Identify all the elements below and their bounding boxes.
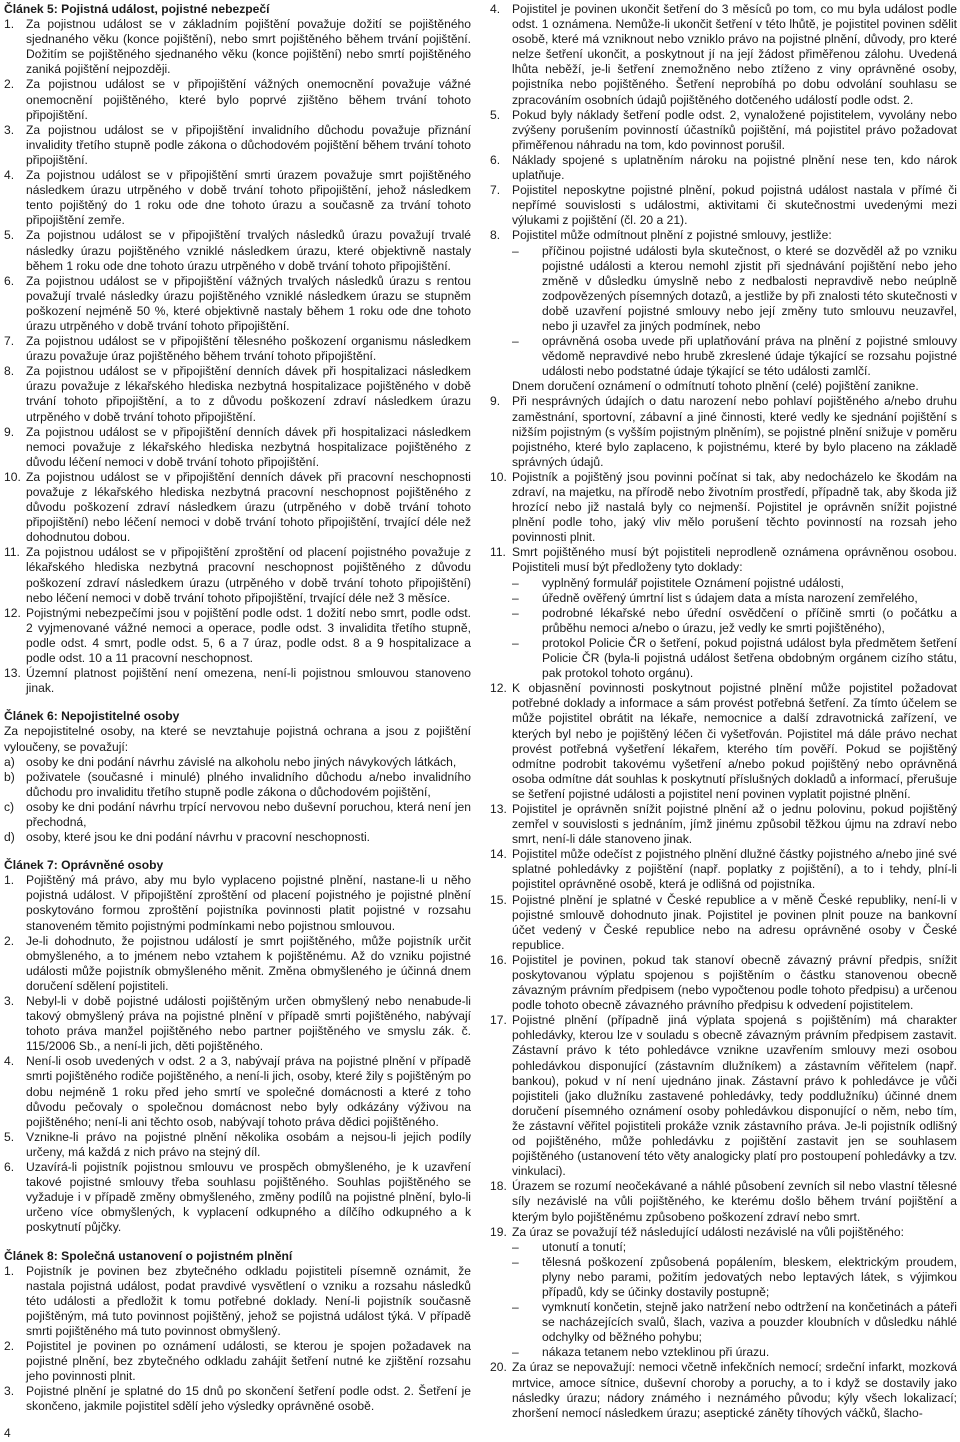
item-number: 1. [4, 17, 15, 32]
item-number: 1. [4, 873, 15, 888]
item-number: 11. [490, 545, 506, 560]
item-text: Pojistné plnění (případně jiná výplata spojená s pojištěním) má charakter pohledávky, kterou lze v souladu s obecně závazným právním předpisem zastavit. Zástavní právo k této pohledávce vznikne uzavřením smlouvy mezi osobou pohledávkou disponující (zástavním dlužníkem) a zástavním věřitelem (např. bankou), pokud v ní není ujednáno jinak. Zástavní právo k pohledávce je vůči pojistiteli (jako dlužníku zastavené pohledávky, tedy poddlužníku) účinné dnem doručení písemného oznámení osoby pohledávkou disponující o něm, nebo tím, že zástavní věřitel pojistiteli prokáže vznik zástavního práva. Je-li pojistník odlišný od pojištěného, může pohledávku z pojištění zastavit jen se souhlasem pojištěného (ustanovení této věty analogicky platí pro postoupení pohledávky a tzv. vinkulaci). [512, 1013, 957, 1179]
dash-item [512, 1345, 957, 1360]
dash-text: příčinou pojistné události byla skutečnost, o které se dozvěděl až po vzniku pojistné události a kterou nemohl zjistit při sjednávání pojištění nebo jeho změně v důsledku úmyslně nebo z nedbalosti nepravdivě nebo neúplně zodpovězených písemných dotazů, a jestliže by při znalosti této skutečnosti v době uzavření pojistné smlouvy nebo její změny tuto smlouvu neuzavřel, nebo ji uzavřel za jiných podmínek, nebo [542, 243, 957, 333]
item-number: 9. [4, 424, 15, 439]
paragraph-item [4, 364, 471, 424]
item-number: 7. [4, 334, 15, 349]
item-number: 6. [490, 152, 501, 167]
item-text: Za pojistnou událost se v připojištění smrti úrazem považuje smrt pojištěného následkem úrazu utrpěného v době trvání tohoto připojištění, jehož následkem tento pojištěný do 1 roku ode dne tohoto úrazu a současně za trvání tohoto připojištění zemře. [26, 168, 471, 228]
dash-marker: – [512, 243, 519, 258]
letter-item [4, 755, 471, 770]
paragraph-item [490, 1013, 957, 1179]
dash-item [512, 334, 957, 379]
item-text: Za pojistnou událost se v připojištění denních dávek při pracovní neschopnosti považuje z lékařského hlediska nezbytná pracovní neschopnost pojištěného z důvodu poškození zdraví následkem úrazu (utrpěného v době trvání tohoto připojištění) nebo léčení nemoci v době trvání tohoto připojištění, trvající déle než dohodnutou dobou. [26, 469, 471, 545]
paragraph-item [490, 893, 957, 953]
item-number: 19. [490, 1224, 507, 1239]
paragraph-item [490, 1179, 957, 1224]
item-text: Pojistné plnění je splatné v České republice a v měně České republiky, není-li v pojistné smlouvě dohodnuto jinak. Pojistitel je povinen plnit pouze na bankovní účet vedený v České republice nebo na adresu oprávněné osoby v České republice. [512, 892, 957, 952]
item-text: Je-li dohodnuto, že pojistnou událostí je smrt pojištěného, může pojistník určit obmyšleného, a to jménem nebo vztahem k pojištěnému. Až do vzniku pojistné události může pojistník obmyšleného měnit. Změna obmyšleného je účinná dnem doručení sdělení pojistiteli. [26, 933, 471, 993]
dash-item [512, 1240, 957, 1255]
paragraph-item [490, 1225, 957, 1240]
item-number: 17. [490, 1013, 507, 1028]
right-column [490, 2, 957, 1421]
item-text: Za pojistnou událost se v připojištění invalidního důchodu považuje přiznání invalidity třetího stupně podle zákona o důchodovém pojištění během trvání tohoto připojištění. [26, 122, 471, 167]
item-text: Při nesprávných údajích o datu narození nebo pohlaví pojištěného a/nebo druhu zaměstnání, sportovní, zábavní a jiné činnosti, které vedly ke sjednání pojištění s nižším pojistným (s vyšším pojistným plněním), se pojistné plnění snižuje v poměru pojistného, které bylo zaplaceno, k pojistnému, které by bylo placeno na základě správných údajů. [512, 394, 957, 469]
paragraph-item [4, 77, 471, 122]
item-text: Za pojistnou událost se v připojištění tělesného poškození organismu následkem úrazu považuje úraz pojištěného během trvání tohoto připojištění. [26, 334, 471, 364]
paragraph-item [490, 183, 957, 228]
item-text: Pojistnými nebezpečími jsou v pojištění podle odst. 1 dožití nebo smrt, podle odst. 2 vyjmenované vážné nemoci a operace, podle odst. 3 invalidita třetího stupně, podle odst. 4 smrt, podle odst. 5, 6 a 7 úraz, podle odst. 8 a 9 hospitalizace a podle odst. 10 a 11 pracovní neschopnost. [26, 605, 471, 666]
item-text: Úrazem se rozumí neočekávané a náhlé působení zevních sil nebo vlastní tělesné síly nezávislé na vůli pojištěného, ke kterému došlo během trvání pojištění a kterým bylo pojištěnému způsobeno poškození zdraví nebo smrt. [512, 1179, 957, 1224]
item-number: 3. [4, 994, 15, 1008]
paragraph-item [4, 334, 471, 364]
item-number: 12. [490, 681, 507, 696]
item-text: Pojistník je povinen bez zbytečného odkladu pojistiteli písemně oznámit, že nastala pojistná událost, podat pravdivé vysvětlení o vzniku a rozsahu následků této události a předložit k tomu potřebné doklady. Není-li pojistník současně pojištěným, má tuto povinnost pojištěný, jehož se pojistná událost týká. V případě smrti pojištěného má tuto povinnost obmyšlený. [26, 1263, 471, 1338]
item-text: Pojistitel je oprávněn snížit pojistné plnění až o jednu polovinu, pokud pojištěný zemřel v souvislosti s jednáním, jímž jinému způsobil těžkou újmu na zdraví nebo smrt, není-li dále stanoveno jinak. [512, 801, 957, 847]
dash-marker: – [512, 605, 519, 620]
dash-text: vyplněný formulář pojistitele Oznámení pojistné události, [542, 575, 844, 590]
paragraph-item [490, 153, 957, 183]
paragraph-item [4, 1339, 471, 1384]
item-text: Uzavírá-li pojistník pojistnou smlouvu ve prospěch obmyšleného, je k uzavření takové pojistné smlouvy třeba souhlasu pojištěného. Souhlas pojištěného se vyžaduje i v případě změny obmyšleného, změny podílů na pojistné plnění, bylo-li určeno více obmyšlených, k vyplacení odkupného a dílčího odkupného a k poskytnutí půjčky. [26, 1160, 471, 1235]
paragraph-item [4, 934, 471, 994]
dash-text: vymknutí končetin, stejně jako natržení nebo odtržení na končetinách a páteři se nacházejících svalů, šlach, vaziva a pouzder kloubních v důsledku náhlé odchylky od běžného pohybu; [542, 1300, 957, 1345]
item-number: 2. [4, 1339, 15, 1354]
article-heading: Článek 6: Nepojistitelné osoby [4, 709, 180, 724]
dash-marker: – [512, 575, 519, 590]
article-heading: Článek 7: Oprávněné osoby [4, 858, 164, 873]
paragraph-item [490, 953, 957, 1013]
item-number: 3. [4, 122, 15, 137]
item-number: 14. [490, 847, 507, 862]
dash-text: tělesná poškození způsobená popálením, bleskem, elektrickým proudem, plyny nebo parami, požitím jedovatých nebo leptavých látek, s výjimkou případů, kdy se účinky dostavily postupně; [542, 1254, 957, 1299]
paragraph-item [4, 994, 471, 1054]
dash-item [512, 1255, 957, 1300]
item-text: Za úraz se považují též následující události nezávislé na vůli pojištěného: [512, 1224, 904, 1239]
dash-item [512, 244, 957, 335]
item-number: 13. [4, 666, 21, 681]
letter-item [4, 830, 471, 845]
item-text: Pojistitel může odmítnout plnění z pojistné smlouvy, jestliže: [512, 228, 832, 243]
item-number: d) [4, 830, 15, 845]
item-text: Za pojistnou událost se v připojištění denních dávek při hospitalizaci následkem nemoci považuje z lékařského hlediska nezbytná hospitalizace pojištěného z důvodu léčení nemoci v době trvání tohoto připojištění. [26, 424, 471, 469]
item-number: b) [4, 769, 15, 784]
item-text: Pojistník a pojištěný jsou povinni počínat si tak, aby nedocházelo ke škodám na zdraví, na majetku, na přírodě nebo životním prostředí, případně tak, aby škoda již hrozící nebo již nastalá byly co nejmenší. Pojistitel je oprávněn snížit pojistné plnění podle toho, jaký vliv mělo porušení těchto povinností na rozsah jeho povinnosti plnit. [512, 469, 957, 545]
item-number: 6. [4, 273, 15, 288]
paragraph-item [4, 545, 471, 605]
item-number: c) [4, 799, 15, 814]
paragraph-item [4, 1130, 471, 1160]
paragraph-item [490, 1360, 957, 1420]
dash-text: oprávněná osoba uvede při uplatňování práva na plnění z pojistné smlouvy vědomě nepravdivé nebo hrubě zkreslené údaje týkající se rozsahu pojistné události nebo podstatné údaje týkající se této události zamlčí. [542, 334, 957, 379]
item-text: Za pojistnou událost se v připojištění zproštění od placení pojistného považuje z lékařského hlediska nezbytná pracovní neschopnost pojištěného z důvodu poškození zdraví následkem úrazu (utrpěného v době trvání tohoto připojištění) nebo léčení nemoci v době trvání tohoto připojištění, trvající déle než 3 měsíce. [26, 545, 471, 605]
item-number: 16. [490, 952, 507, 967]
page-number: 4 [4, 1426, 11, 1440]
item-number: 10. [4, 469, 21, 484]
item-number: 20. [490, 1360, 507, 1375]
dash-marker: – [512, 1300, 519, 1315]
dash-item [512, 1300, 957, 1345]
dash-item [512, 591, 957, 606]
paragraph-item [4, 1384, 471, 1414]
item-text: Pojistitel může odečíst z pojistného plnění dlužné částky pojistného a/nebo jiné své splatné pohledávky z pojištění (např. poplatky z pojištění), a to i tehdy, plní-li pojistitel oprávněné osobě, která je odlišná od pojistníka. [512, 847, 957, 892]
item-number: 11. [4, 545, 20, 560]
paragraph-item [4, 168, 471, 228]
item-text: poživatele (současné i minulé) plného invalidního důchodu a/nebo invalidního důchodu pro invaliditu třetího stupně podle zákona o důchodovém pojištění, [26, 769, 471, 799]
item-number: 8. [490, 228, 501, 243]
item-text: Smrt pojištěného musí být pojistiteli neprodleně oznámena oprávněnou osobou. Pojistiteli musí být předloženy tyto doklady: [512, 545, 957, 575]
item-text: Pojistitel neposkytne pojistné plnění, pokud pojistná událost nastala v přímé či nepřímé souvislosti s událostmi, aktivitami či skutečnostmi uvedenými mezi výlukami z pojištění (čl. 20 a 21). [512, 183, 957, 228]
paragraph-item [4, 606, 471, 666]
item-number: 4. [4, 1054, 15, 1069]
item-text: Vznikne-li právo na pojistné plnění několika osobám a nejsou-li jejich podíly určeny, má každá z nich právo na stejný díl. [26, 1129, 471, 1159]
item-number: 8. [4, 364, 15, 379]
paragraph-item [490, 394, 957, 469]
dash-item [512, 606, 957, 636]
item-number: 18. [490, 1179, 507, 1194]
paragraph-item [490, 228, 957, 243]
paragraph-item [4, 228, 471, 273]
paragraph-item [4, 17, 471, 77]
item-number: 6. [4, 1160, 15, 1175]
paragraph-item [490, 681, 957, 802]
item-text: osoby ke dni podání návrhu trpící nervovou nebo duševní poruchou, která není jen přechodná, [26, 799, 471, 829]
item-number: 1. [4, 1263, 15, 1278]
item-number: 9. [490, 394, 501, 409]
item-text: Náklady spojené s uplatněním nároku na pojistné plnění nese ten, kdo nárok uplatňuje. [512, 152, 957, 183]
left-column [4, 2, 471, 1415]
letter-item [4, 800, 471, 830]
item-number: 7. [490, 183, 501, 198]
paragraph-item [490, 470, 957, 545]
item-number: 2. [4, 933, 15, 948]
item-number: 10. [490, 469, 507, 484]
item-number: 2. [4, 77, 15, 92]
item-text: Nebyl-li v době pojistné události pojištěným určen obmyšlený nebo nenabude-li takový obmyšlený práva na pojistné plnění v případě smrti pojištěného, nabývají tohoto práva manžel pojištěného nebo partner pojištěného ve smyslu zák. č. 115/2006 Sb., a není-li jich, děti pojištěného. [26, 994, 471, 1054]
paragraph-item [4, 470, 471, 545]
item-number: 12. [4, 605, 21, 620]
item-text: Pojistitel je povinen ukončit šetření do 3 měsíců po tom, co mu byla událost podle odst. 1 oznámena. Nemůže-li ukončit šetření v této lhůtě, je pojistitel povinen sdělit osobě, které má vzniknout nebo vzniklo právo na pojistné plnění, důvody, pro které nelze šetření ukončit, a poskytnout jí na její žádost přiměřenou zálohu. Uvedená lhůta neběží, je-li šetření znemožněno nebo ztíženo z viny oprávněné osoby, pojistníka nebo pojištěného. Šetření neprobíhá po dobu odvolání souhlasu se zpracováním osobních údajů pojištěného dotčeného událostí podle odst. 2. [512, 2, 957, 107]
item-text: Za úraz se nepovažují: nemoci včetně infekčních nemocí; srdeční infarkt, mozková mrtvice, amoce sítnice, duševní choroby a poruchy, a to i když se dostavily jako následky úrazu; nádory známého i neznámého původu; kýly všech lokalizací; zhoršení nemocí následkem úrazu; aseptické záněty tíhových váčků, šlacho- [512, 1360, 957, 1420]
paragraph-item [4, 425, 471, 470]
paragraph-item [4, 1264, 471, 1339]
item-text: Za pojistnou událost se v připojištění vážných trvalých následků úrazu s rentou považují trvalé následky úrazu pojištěného vzniklé následkem úrazu se stupněm poškození nejméně 50 %, které objektivně nastaly během 1 roku ode dne tohoto úrazu utrpěného v době trvání tohoto připojištění. [26, 273, 471, 333]
continuation-text: Dnem doručení oznámení o odmítnutí tohoto plnění (celé) pojištění zanikne. [512, 379, 919, 394]
paragraph-item [4, 123, 471, 168]
item-text: Pojistné plnění je splatné do 15 dnů po skončení šetření podle odst. 2. Šetření je skončeno, jakmile pojistitel sdělí jeho výsledky oprávněné osobě. [26, 1384, 471, 1414]
item-number: 5. [4, 1129, 15, 1144]
dash-marker: – [512, 1239, 519, 1254]
dash-marker: – [512, 334, 519, 349]
dash-marker: – [512, 590, 519, 605]
dash-text: protokol Policie ČR o šetření, pokud pojistná událost byla předmětem šetření Policie ČR (byla-li pojistná událost šetřena obdobným orgánem cizího státu, pak protokol tohoto orgánu). [542, 635, 957, 681]
article-intro: Za nepojistitelné osoby, na které se nevztahuje pojistná ochrana a jsou z pojištění vyloučeny, se považují: [4, 724, 471, 754]
dash-marker: – [512, 635, 519, 650]
dash-text: utonutí a tonutí; [542, 1239, 627, 1254]
item-text: Není-li osob uvedených v odst. 2 a 3, nabývají práva na pojistné plnění v případě smrti pojištěného rodiče pojištěného, a není-li jich, osoby, které žily s pojištěným po dobu nejméně 1 roku před jeho smrtí ve společné domácnosti a které z toho důvodu pečovaly o společnou domácnost nebo byly odkázány výživou na pojištěného; není-li ani těchto osob, nabývají tohoto práva dědici pojištěného. [26, 1054, 471, 1129]
item-number: a) [4, 754, 15, 769]
item-text: osoby ke dni podání návrhu závislé na alkoholu nebo jiných návykových látkách, [26, 754, 457, 769]
dash-text: podrobné lékařské nebo úřední osvědčení o příčině smrti (o počátku a průběhu nemoci a/nebo o úrazu, jež vedly ke smrti pojištěného), [542, 605, 957, 635]
item-text: K objasnění povinnosti poskytnout pojistné plnění může pojistitel požadovat potřebné doklady a informace a sám provést potřebná šetření. Za tímto účelem se může pojistitel obrátit na lékaře, nemocnice a další zdravotnická zařízení, ve kterých byl nebo je pojištěný léčen či vyšetřován. Pojistitel má dále právo nechat provést potřebná vyšetření lékařem, kterého tím pověří. Pokud se pojištěný odmítne podrobit takovému vyšetření a/nebo pokud pojištěný nebo oprávněná osoba odmítne dát souhlas k poskytnutí příslušných dokladů a informací, přerušuje se šetření pojistné události a pojistitel není povinen vyplatit pojistné plnění. [512, 681, 957, 801]
paragraph-item [4, 1054, 471, 1129]
article-heading: Článek 8: Společná ustanovení o pojistném plnění [4, 1248, 293, 1263]
item-text: Za pojistnou událost se v připojištění trvalých následků úrazu považují trvalé následky úrazu pojištěného vzniklé následkem úrazu, které objektivně nastaly během 1 roku ode dne tohoto úrazu utrpěného v době trvání tohoto připojištění. [26, 228, 471, 273]
item-number: 13. [490, 801, 507, 816]
paragraph-item [490, 847, 957, 892]
paragraph-item [490, 2, 957, 108]
item-text: osoby, které jsou ke dni podání návrhu v pracovní neschopnosti. [26, 830, 370, 845]
dash-marker: – [512, 1345, 519, 1360]
paragraph-item [490, 802, 957, 847]
paragraph-item [490, 545, 957, 575]
item-text: Pokud byly náklady šetření podle odst. 2, vynaložené pojistitelem, vyvolány nebo zvýšeny porušením povinností účastníků pojištění, má pojistitel právo požadovat přiměřenou náhradu na tom, kdo povinnost porušil. [512, 107, 957, 152]
paragraph-item [4, 1160, 471, 1235]
item-text: Za pojistnou událost se v připojištění denních dávek při hospitalizaci následkem úrazu považuje z lékařského hlediska nezbytná hospitalizace pojištěného v době trvání tohoto připojištění, a to z důvodu poškození zdraví následkem úrazu utrpěného v době trvání tohoto připojištění. [26, 364, 471, 424]
item-number: 15. [490, 892, 507, 907]
dash-text: nákaza tetanem nebo vzteklinou při úrazu. [542, 1345, 770, 1360]
dash-item [512, 636, 957, 681]
item-number: 4. [4, 168, 15, 183]
dash-text: úředně ověřený úmrtní list s údajem data a místa narození zemřelého, [542, 590, 918, 605]
paragraph-item [4, 274, 471, 334]
item-text: Pojistitel je povinen, pokud tak stanoví obecně závazný právní předpis, snížit poskytovanou výplatu spojenou s pojištěním o částku stanovenou obecně závazným právním předpisem (nebo vypočtenou podle tohoto předpisu) a určenou podle tohoto obecně závazného právního předpisu k odvedení pojistitelem. [512, 952, 957, 1013]
item-text: Za pojistnou událost se v připojištění vážných onemocnění považuje vážné onemocnění pojištěného, které bylo poprvé zjištěno během trvání tohoto připojištění. [26, 77, 471, 122]
paragraph-item [490, 108, 957, 153]
dash-marker: – [512, 1254, 519, 1269]
item-number: 4. [490, 2, 501, 16]
item-number: 5. [490, 107, 501, 122]
paragraph-item [4, 873, 471, 933]
item-text: Za pojistnou událost se v základním pojištění považuje dožití se pojištěného sjednaného věku (konce pojištění), nebo smrt pojištěného během trvání pojištění. Dožitím se pojištěného sjednaného věku (konce pojištění) nebo smrtí pojištěného zaniká pojištění nejpozději. [26, 17, 471, 77]
dash-item [512, 576, 957, 591]
paragraph-item [4, 666, 471, 696]
item-number: 3. [4, 1384, 15, 1399]
item-text: Územní platnost pojištění není omezena, není-li pojistnou smlouvou stanoveno jinak. [26, 666, 471, 696]
item-text: Pojistitel je povinen po oznámení události, se kterou je spojen požadavek na pojistné plnění, bez zbytečného odkladu zahájit šetření nutné ke zjištění rozsahu jeho povinnosti plnit. [26, 1339, 471, 1384]
letter-item [4, 770, 471, 800]
article-heading: Článek 5: Pojistná událost, pojistné nebezpečí [4, 2, 270, 16]
item-text: Pojištěný má právo, aby mu bylo vyplaceno pojistné plnění, nastane-li u něho pojistná událost. V připojištění zproštění od placení pojistného je pojistné plnění poskytováno formou zproštění pojistníka povinnosti platit pojistné v rozsahu stanoveném těmito pojistnými podmínkami nebo pojistnou smlouvou. [26, 873, 471, 933]
item-number: 5. [4, 228, 15, 243]
